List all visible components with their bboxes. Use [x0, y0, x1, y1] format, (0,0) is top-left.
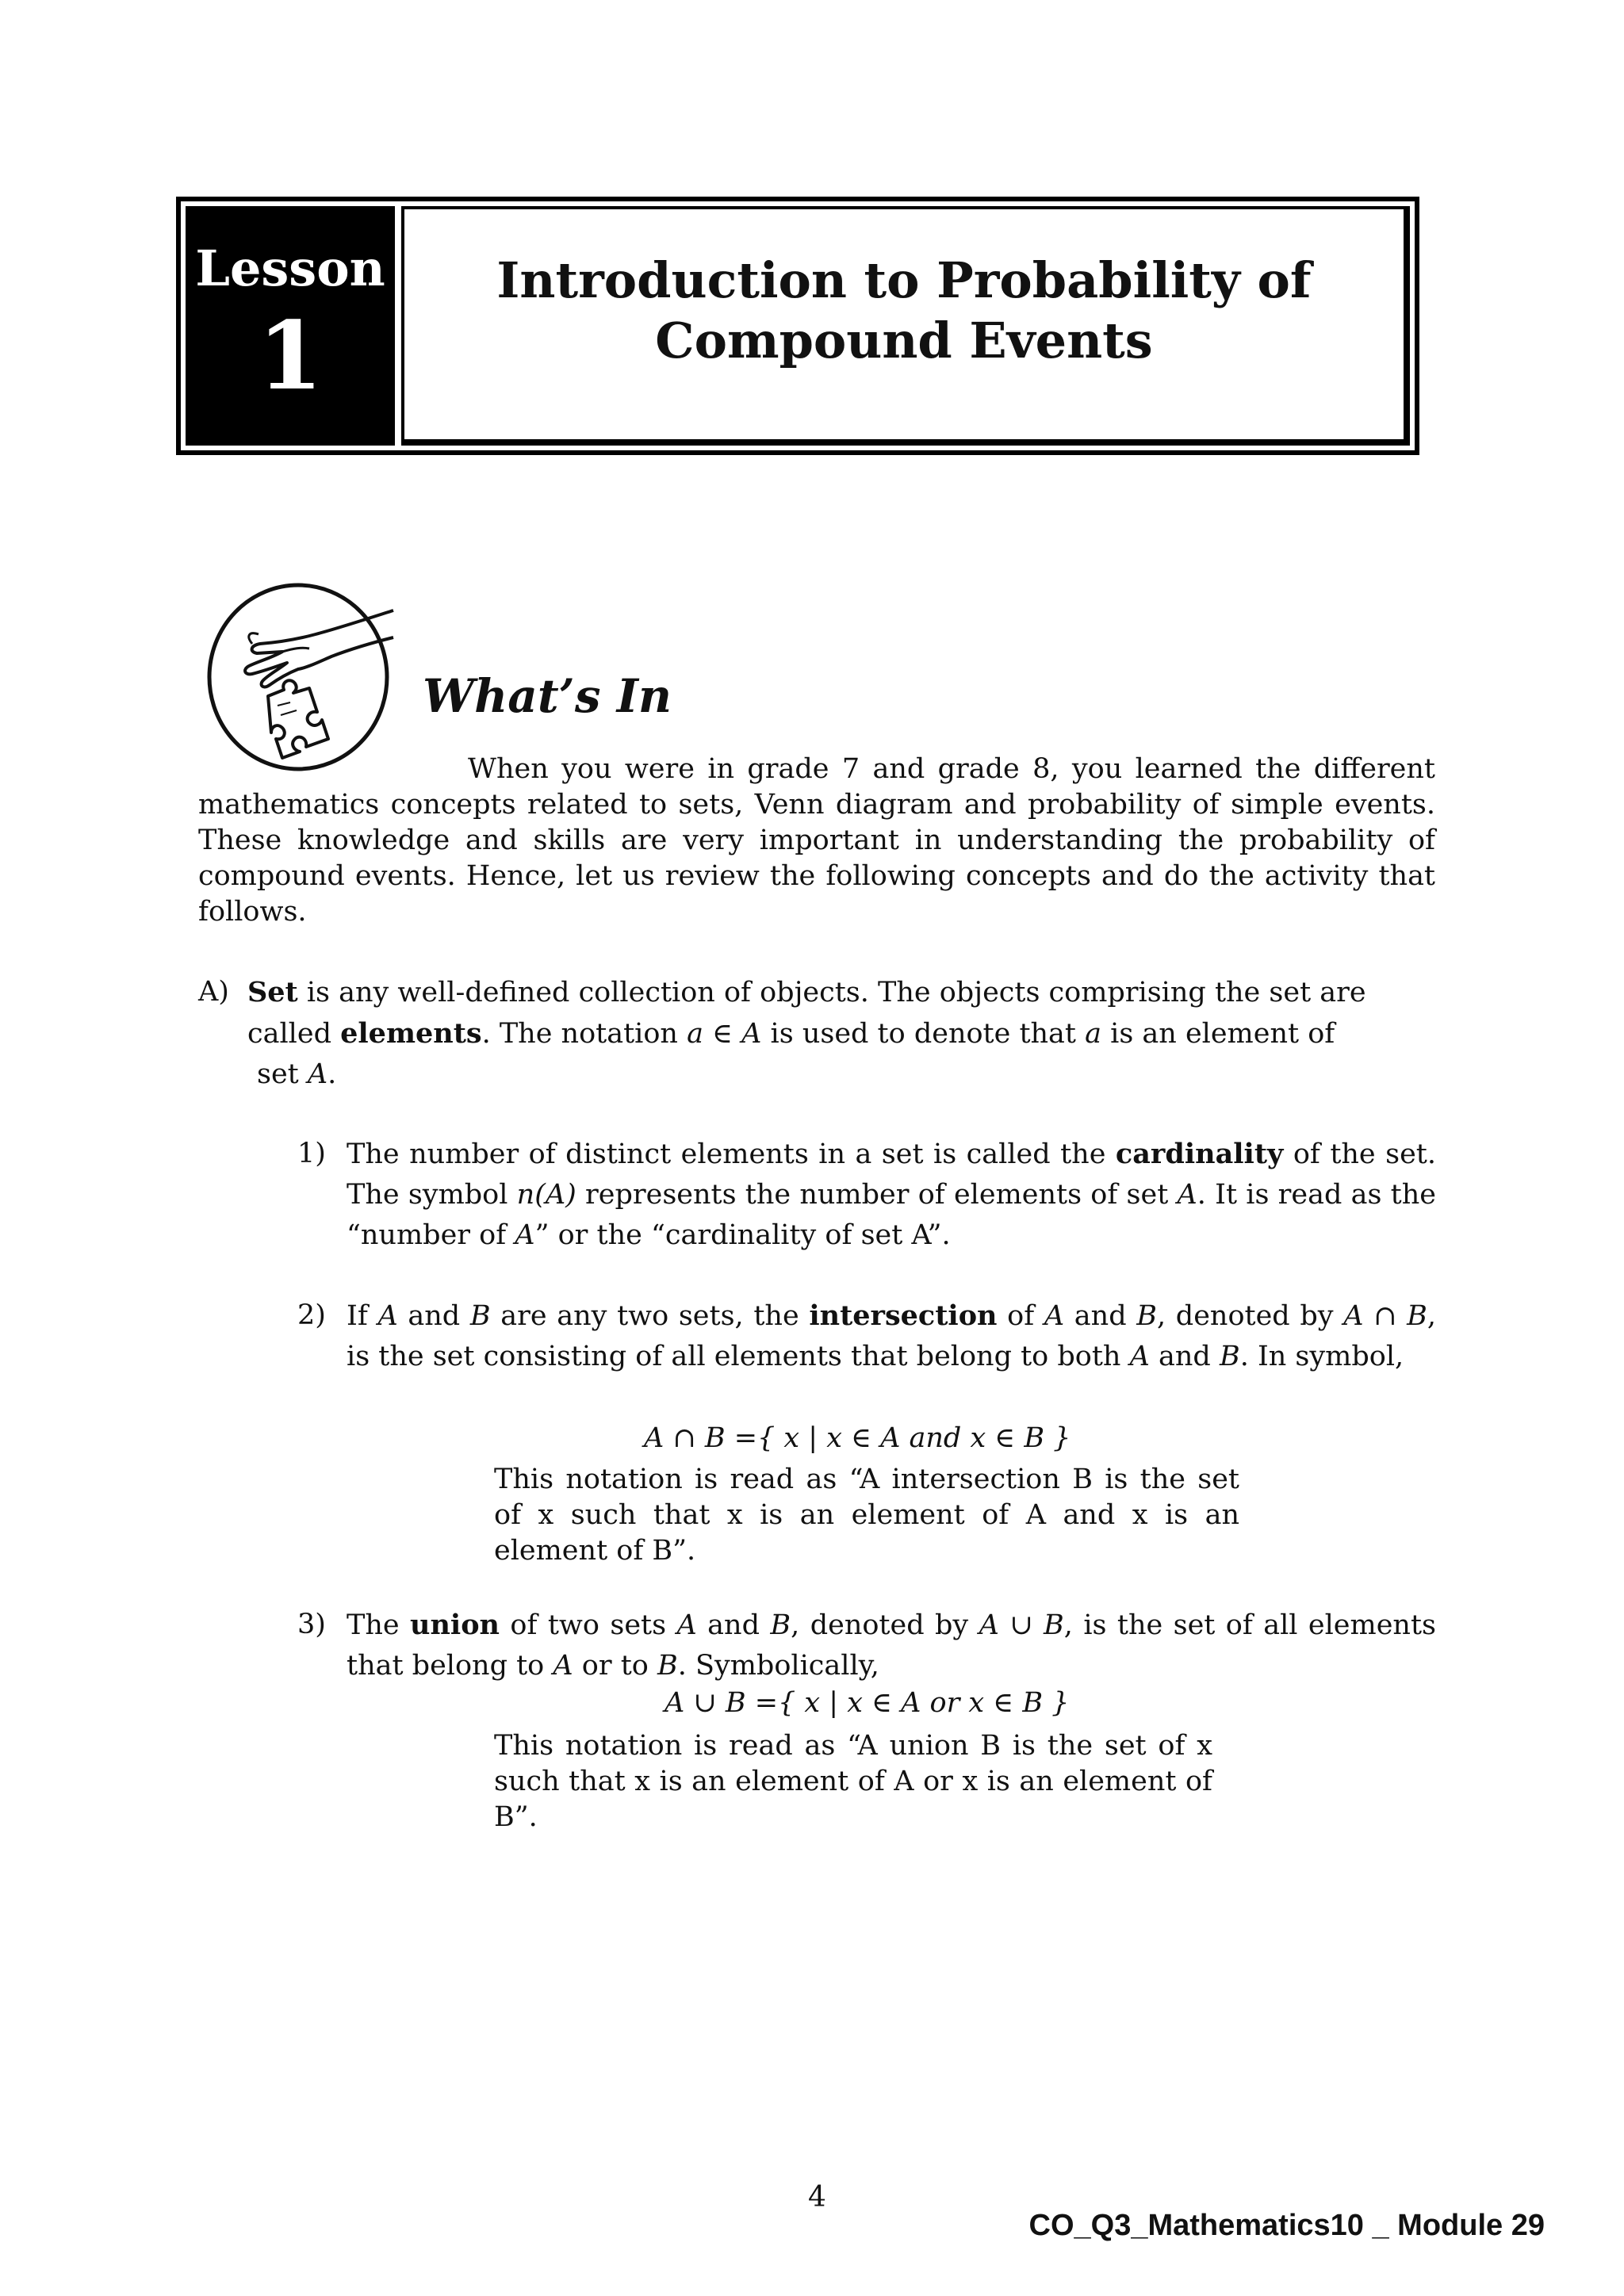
notation-element-of: a ∈ A	[687, 1018, 762, 1050]
intersection-formula	[644, 1422, 1071, 1454]
term-set: Set	[247, 976, 298, 1008]
lesson-header	[176, 197, 1419, 455]
point-a-var-a: a	[1085, 1018, 1101, 1050]
point-a-continuation	[257, 1054, 1435, 1095]
item2-b: B	[469, 1300, 491, 1332]
item2-p3: are any two sets, the	[490, 1300, 810, 1332]
item1-p4: . It is read as the “number of	[347, 1179, 1436, 1251]
union-reading: This notation is read as “A union B is the set of x such that x is an element of A or x is an element of B”.	[494, 1730, 1212, 1833]
list-item-union	[297, 1605, 1436, 1686]
union-formula-text: A ∪ B ={ x | x ∈ A or x ∈ B }	[665, 1687, 1070, 1719]
point-a-cont-text: set	[257, 1058, 308, 1090]
item1-sym: n(A)	[516, 1179, 576, 1211]
item2-p9: . In symbol,	[1239, 1341, 1404, 1372]
item3-a: A	[676, 1609, 697, 1641]
point-a-text4: is an element of	[1101, 1018, 1335, 1050]
point-a-body	[247, 972, 1435, 1054]
item3-p4: , denoted by	[791, 1609, 979, 1641]
item3-p2: of two sets	[500, 1609, 677, 1641]
item2-a: A	[377, 1300, 398, 1332]
item1-p1: The number of distinct elements in a set is called the	[347, 1138, 1116, 1170]
item3-p5: , is the set of all elements that belong to	[347, 1609, 1436, 1682]
item3-p1: The	[347, 1609, 411, 1641]
point-a-marker: A)	[198, 976, 229, 1008]
item2-p2: and	[397, 1300, 470, 1332]
item2-a3: A	[1129, 1341, 1150, 1372]
point-a-cont-var: A	[307, 1058, 328, 1090]
module-code: CO_Q3_Mathematics10 _ Module 29	[1028, 2209, 1545, 2242]
list-item-cardinality	[297, 1134, 1436, 1256]
item2-p8: and	[1149, 1341, 1220, 1372]
intersection-reading: This notation is read as “A intersection B is the set of x such that x is an element of A and x is an element of B”.	[494, 1464, 1239, 1567]
union-formula	[665, 1687, 1069, 1719]
item3-b2: B	[657, 1650, 678, 1682]
list-item-text	[347, 1295, 1436, 1377]
term-union: union	[410, 1609, 500, 1641]
item3-p7: . Symbolically,	[677, 1650, 879, 1682]
page-number: 4	[808, 2181, 826, 2214]
point-a	[198, 972, 1435, 1095]
point-a-cont-end: .	[327, 1058, 337, 1090]
lesson-number: 1	[257, 300, 324, 411]
lesson-title-line2: Compound Events	[655, 312, 1153, 369]
item1-var2: A	[515, 1219, 535, 1251]
item3-a2: A	[553, 1650, 573, 1682]
point-a-text2: . The notation	[481, 1018, 688, 1050]
list-item-number: 2)	[297, 1299, 326, 1331]
item1-p5: ” or the “cardinality of set A”.	[534, 1219, 951, 1251]
section-heading: What’s In	[423, 669, 672, 723]
lesson-title-box	[401, 206, 1410, 446]
item2-p5: and	[1064, 1300, 1137, 1332]
item1-p2: of the set. The symbol	[347, 1138, 1436, 1211]
item2-b3: B	[1219, 1341, 1240, 1372]
point-a-text1: is any well-defined collection of objects. The objects comprising the set are called	[247, 977, 1366, 1050]
item2-b2: B	[1136, 1300, 1157, 1332]
puzzle-hand-icon	[205, 579, 395, 777]
list-item-number: 3)	[297, 1609, 326, 1640]
list-item-number: 1)	[297, 1138, 326, 1169]
item2-p4: of	[997, 1300, 1044, 1332]
intersection-formula-text: A ∩ B ={ x | x ∈ A and x ∈ B }	[644, 1422, 1071, 1454]
item1-p3: represents the number of elements of set	[576, 1179, 1178, 1211]
term-intersection: intersection	[809, 1299, 998, 1332]
item3-sym: A ∪ B	[979, 1609, 1064, 1641]
item2-sym: A ∩ B	[1343, 1300, 1427, 1332]
item2-p6: , denoted by	[1157, 1300, 1344, 1332]
item2-a2: A	[1044, 1300, 1065, 1332]
item3-b: B	[770, 1609, 791, 1641]
item3-p6: or to	[573, 1650, 657, 1682]
lesson-title-line1: Introduction to Probability of	[496, 251, 1312, 310]
list-item-intersection	[297, 1295, 1436, 1377]
term-elements: elements	[340, 1017, 482, 1050]
lesson-badge	[186, 206, 395, 446]
list-item-text	[347, 1605, 1436, 1686]
intro-paragraph: When you were in grade 7 and grade 8, you learned the different mathematics concepts related to sets, Venn diagram and probability of simple events. These knowledge and skills are very important in understanding the probability of compound events. Hence, let us review the following concepts and do the activity that follows.	[198, 753, 1435, 928]
item3-p3: and	[696, 1609, 771, 1641]
item2-p7: , is the set consisting of all elements that belong to both	[347, 1300, 1436, 1372]
list-item-text	[347, 1134, 1436, 1256]
item1-var: A	[1177, 1179, 1197, 1211]
lesson-label: Lesson	[195, 239, 385, 297]
point-a-text3: is used to denote that	[761, 1018, 1086, 1050]
lesson-title	[496, 251, 1311, 370]
item2-p1: If	[347, 1300, 378, 1332]
term-cardinality: cardinality	[1115, 1138, 1284, 1170]
